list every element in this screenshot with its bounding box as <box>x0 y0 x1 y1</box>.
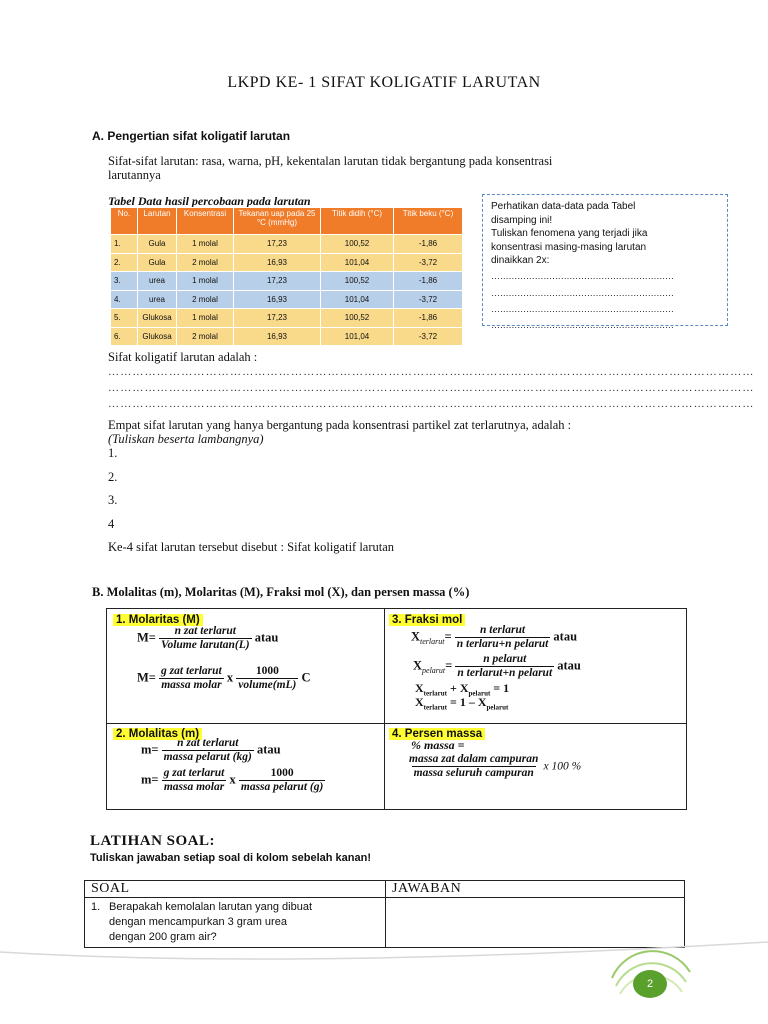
table-row <box>111 290 463 309</box>
intro-line-1: Sifat-sifat larutan: rasa, warna, pH, kekentalan larutan tidak bergantung pada konsentrasi <box>108 154 553 168</box>
formula-tail: x 100 % <box>543 760 582 773</box>
cell-larutan: Glukosa <box>138 309 177 328</box>
formula-lhs: M= <box>137 630 156 645</box>
section-b-heading: B. Molalitas (m), Molaritas (M), Fraksi mol (X), dan persen massa (%) <box>92 585 470 599</box>
frac-num: 1000 <box>255 665 279 677</box>
question-line: Berapakah kemolalan larutan yang dibuat <box>109 901 313 913</box>
cell-didih: 100,52 <box>321 309 394 328</box>
fraksi-formula-2: $X_{pelarut}=$ n pelarut n terlarut+n pelarut atau <box>413 653 581 679</box>
frac-num: n zat terlarut <box>177 737 239 749</box>
fraksi-subscript: terlarut <box>420 636 445 646</box>
note-line: dinaikkan 2x: <box>491 255 550 266</box>
latihan-instruction: Tuliskan jawaban setiap soal di kolom sebelah kanan! <box>90 852 371 864</box>
table-caption: Tabel Data hasil percobaan pada larutan <box>108 194 311 208</box>
col-tekanan-uap: Tekanan uap pada 25 °C (mmHg) <box>234 208 321 235</box>
frac-num: 1000 <box>270 767 294 779</box>
cell-konsentrasi: 1 molal <box>177 272 234 291</box>
formula-lhs: M= <box>137 670 156 685</box>
equals-text: = 1 <box>490 681 510 695</box>
frac-num: g zat terlarut <box>161 665 222 677</box>
note-line: Tuliskan fenomena yang terjadi jika <box>491 228 648 239</box>
times-sign: x <box>226 670 234 685</box>
table-row <box>111 272 463 291</box>
page-number-badge: 2 <box>633 970 667 998</box>
formula-box <box>106 608 687 810</box>
definition-answer-line[interactable]: …………………………………………………………………………………………………………………………………………… <box>108 398 755 410</box>
definition-label: Sifat koligatif larutan adalah : <box>108 350 258 364</box>
list-number-2: 2. <box>108 470 118 484</box>
formula-tail: C <box>301 670 311 685</box>
table-row <box>111 253 463 272</box>
cell-tekanan: 16,93 <box>234 253 321 272</box>
conclusion-line: Ke-4 sifat larutan tersebut disebut : Sifat koligatif larutan <box>108 540 395 554</box>
cell-tekanan: 17,23 <box>234 235 321 254</box>
cell-beku: -1,86 <box>394 235 463 254</box>
cell-beku: -1,86 <box>394 309 463 328</box>
note-answer-line[interactable]: ……………………………………………………… <box>491 319 674 330</box>
table-header-row <box>111 208 463 235</box>
atau-word: atau <box>254 630 279 645</box>
note-answer-line[interactable]: ……………………………………………………… <box>491 287 674 298</box>
cell-konsentrasi: 2 molal <box>177 253 234 272</box>
section-a-heading: A. Pengertian sifat koligatif larutan <box>92 129 291 143</box>
cell-konsentrasi: 2 molal <box>177 327 234 346</box>
question-line: dengan 200 gram air? <box>109 931 217 943</box>
cell-tekanan: 17,23 <box>234 272 321 291</box>
page-title: LKPD KE- 1 SIFAT KOLIGATIF LARUTAN <box>227 74 541 91</box>
frac-den: massa molar <box>163 781 225 793</box>
cell-larutan: urea <box>138 272 177 291</box>
col-konsentrasi: Konsentrasi <box>177 208 234 235</box>
molalitas-label: 2. Molalitas (m) <box>113 728 202 740</box>
cell-no: 1. <box>111 235 138 254</box>
equals-text: = 1 – X <box>447 695 487 709</box>
cell-beku: -1,86 <box>394 272 463 291</box>
frac-num: n zat terlarut <box>174 625 236 637</box>
question-number: 1. <box>91 901 101 913</box>
fraksi-subscript: pelarut <box>486 703 509 712</box>
col-no: No. <box>111 208 138 235</box>
cell-didih: 101,04 <box>321 253 394 272</box>
note-line: konsentrasi masing-masing larutan <box>491 241 647 253</box>
cell-no: 2. <box>111 253 138 272</box>
cell-larutan: urea <box>138 290 177 309</box>
cell-konsentrasi: 2 molal <box>177 290 234 309</box>
molalitas-formula-2 <box>141 767 325 794</box>
cell-didih: 100,52 <box>321 272 394 291</box>
times-sign: x <box>229 772 236 787</box>
note-answer-line[interactable]: ……………………………………………………… <box>491 270 674 281</box>
molaritas-formula-1 <box>137 625 278 652</box>
frac-den: Volume larutan(L) <box>161 639 250 651</box>
note-line: disamping ini! <box>491 214 553 226</box>
cell-beku: -3,72 <box>394 327 463 346</box>
molalitas-formula-1 <box>141 737 281 764</box>
fraksi-symbol: X <box>411 629 421 644</box>
fraksi-formula-1: $X_{terlarut}=$ n terlarut n terlaru+n pelarut atau <box>411 624 578 650</box>
cell-konsentrasi: 1 molal <box>177 309 234 328</box>
atau-word: atau <box>256 742 281 757</box>
col-titik-beku: Titik beku (°C) <box>394 208 463 235</box>
fraksi-symbol: X <box>415 695 424 709</box>
depends-line: Empat sifat larutan yang hanya bergantung pada konsentrasi partikel zat terlarutnya, adalah : <box>108 418 572 432</box>
frac-num: n pelarut <box>483 653 527 665</box>
definition-answer-line[interactable]: …………………………………………………………………………………………………………………………………………… <box>108 366 755 378</box>
frac-den: n terlarut+n pelarut <box>457 667 553 679</box>
col-soal: SOAL <box>85 881 386 898</box>
table-row <box>111 327 463 346</box>
col-larutan: Larutan <box>138 208 177 235</box>
definition-answer-line[interactable]: …………………………………………………………………………………………………………………………………………… <box>108 382 755 394</box>
fraksi-subscript: terlarut <box>423 689 447 698</box>
latihan-heading: LATIHAN SOAL: <box>90 833 215 849</box>
fraksi-subscript: pelarut <box>468 689 491 698</box>
fraksi-symbol: X <box>413 658 423 673</box>
cell-tekanan: 16,93 <box>234 290 321 309</box>
vertical-divider <box>384 609 385 809</box>
cell-no: 6. <box>111 327 138 346</box>
frac-den: n terlaru+n pelarut <box>456 638 549 650</box>
note-answer-line[interactable]: ……………………………………………………… <box>491 303 674 314</box>
frac-den: massa pelarut (kg) <box>163 751 252 763</box>
answer-table-header <box>85 881 685 898</box>
frac-num: n terlarut <box>479 624 526 636</box>
cell-didih: 100,52 <box>321 235 394 254</box>
frac-den: massa seluruh campuran <box>413 767 534 779</box>
cell-no: 5. <box>111 309 138 328</box>
cell-larutan: Gula <box>138 235 177 254</box>
frac-num: g zat terlarut <box>163 767 225 779</box>
fraksi-subscript: pelarut <box>422 665 446 675</box>
cell-konsentrasi: 1 molal <box>177 235 234 254</box>
list-number-3: 3. <box>108 493 118 507</box>
depends-hint: (Tuliskan beserta lambangnya) <box>108 432 264 446</box>
list-number-4: 4 <box>108 517 115 531</box>
cell-beku: -3,72 <box>394 290 463 309</box>
plus-text: + X <box>447 681 469 695</box>
persen-formula <box>407 753 581 780</box>
intro-line-2: larutannya <box>108 168 161 182</box>
formula-lhs: m= <box>141 742 159 757</box>
frac-den: volume(mL) <box>238 679 297 691</box>
frac-den: massa pelarut (g) <box>240 781 324 793</box>
fraksi-diff-line <box>415 695 508 711</box>
atau-word: atau <box>553 629 578 644</box>
cell-larutan: Gula <box>138 253 177 272</box>
formula-lhs: m= <box>141 772 159 787</box>
col-titik-didih: Titik didih (°C) <box>321 208 394 235</box>
cell-no: 3. <box>111 272 138 291</box>
fraksi-subscript: terlarut <box>423 703 447 712</box>
cell-tekanan: 17,23 <box>234 309 321 328</box>
question-line: dengan mencampurkan 3 gram urea <box>109 916 287 928</box>
fraksi-symbol: X <box>415 681 424 695</box>
table-row <box>111 309 463 328</box>
col-jawaban: JAWABAN <box>386 881 685 898</box>
fraksi-label: 3. Fraksi mol <box>389 614 465 626</box>
cell-didih: 101,04 <box>321 290 394 309</box>
note-line: Perhatikan data-data pada Tabel <box>491 201 636 212</box>
table-row <box>111 235 463 254</box>
molaritas-label: 1. Molaritas (M) <box>113 614 203 626</box>
persen-lhs: % massa = <box>411 738 465 752</box>
cell-beku: -3,72 <box>394 253 463 272</box>
cell-larutan: Glukosa <box>138 327 177 346</box>
cell-didih: 101,04 <box>321 327 394 346</box>
persen-label: 4. Persen massa <box>389 728 485 740</box>
data-table-wrap <box>110 207 463 346</box>
data-table <box>110 207 463 346</box>
molaritas-formula-2 <box>137 665 311 692</box>
list-number-1: 1. <box>108 446 118 460</box>
frac-num: massa zat dalam campuran <box>409 753 539 765</box>
instruction-note-box <box>482 194 728 330</box>
cell-tekanan: 16,93 <box>234 327 321 346</box>
cell-no: 4. <box>111 290 138 309</box>
frac-den: massa molar <box>161 679 222 691</box>
atau-word: atau <box>557 658 581 673</box>
